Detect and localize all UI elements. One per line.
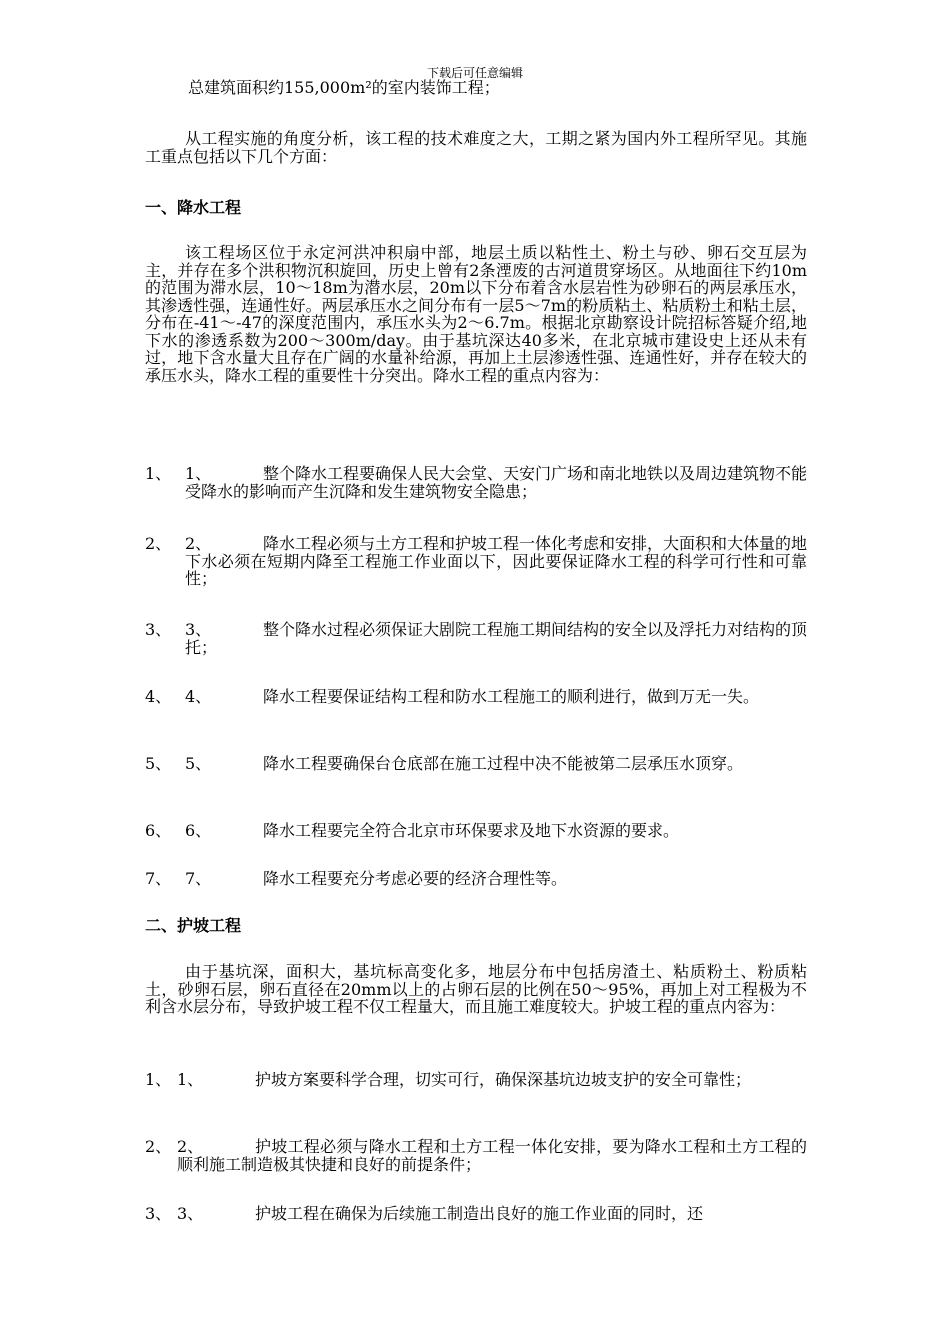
list-number: 6、 <box>185 821 212 840</box>
section-heading-dewatering: 一、降水工程 <box>145 198 242 217</box>
list-number: 3、 <box>145 620 172 639</box>
list-item <box>145 870 807 888</box>
list-item <box>145 1138 807 1173</box>
list-number: 2、 <box>177 1137 204 1156</box>
list-number: 4、 <box>185 687 212 706</box>
list-number: 1、 <box>145 1070 172 1089</box>
list-item <box>145 535 807 588</box>
intro-line: 总建筑面积约155,000m²的室内装饰工程； <box>188 78 500 97</box>
list-number: 5、 <box>185 754 212 773</box>
section-heading-slope-protection: 二、护坡工程 <box>145 916 242 935</box>
list-item-text: 整个降水工程要确保人民大会堂、天安门广场和南北地铁以及周边建筑物不能受降水的影响而产生沉降和发生建筑物安全隐患； <box>185 464 808 501</box>
list-number: 5、 <box>145 754 172 773</box>
list-item-text: 降水工程要保证结构工程和防水工程施工的顺利进行，做到万无一失。 <box>263 687 760 706</box>
list-number: 4、 <box>145 687 172 706</box>
page-header: 下载后可任意编辑 <box>426 66 523 80</box>
list-item <box>145 1205 807 1223</box>
list-number: 6、 <box>145 821 172 840</box>
list-number: 3、 <box>177 1204 204 1223</box>
list-number: 1、 <box>145 464 172 483</box>
list-item <box>145 688 807 706</box>
intro-paragraph: 从工程实施的角度分析，该工程的技术难度之大，工期之紧为国内外工程所罕见。其施工重点包括以下几个方面： <box>145 129 807 166</box>
list-item-text: 降水工程要充分考虑必要的经济合理性等。 <box>263 869 568 888</box>
list-number: 7、 <box>145 869 172 888</box>
list-item-text: 降水工程要确保台仓底部在施工过程中决不能被第二层承压水顶穿。 <box>263 754 744 773</box>
section-paragraph-dewatering: 该工程场区位于永定河洪冲积扇中部，地层土质以粘性土、粉土与砂、卵石交互层为主，并存在多个洪积物沉积旋回，历史上曾有2条湮废的古河道贯穿场区。从地面往下约10m的范围为滞水层，10～18m为潜水层，20m以下分布着含水层岩性为砂卵石的两层承压水，其渗透性强，连通性好。两层承压水之间分布有一层5～7m的粉质粘土、粘质粉土和粘土层，分布在-41～-47的深度范围内，承压水头为2～6.7m。根据北京勘察设计院招标答疑介绍,地下水的渗透系数为200～300m/day。由于基坑深达40多米，在北京城市建设史上还从未有过，地下含水量大且存在广阔的水量补给源，再加上土层渗透性强、连通性好，并存在较大的承压水头，降水工程的重要性十分突出。降水工程的重点内容为： <box>145 243 807 385</box>
list-item <box>145 1071 807 1089</box>
list-item-text: 护坡方案要科学合理，切实可行，确保深基坑边坡支护的安全可靠性； <box>255 1070 752 1089</box>
list-item <box>145 465 807 500</box>
list-item-text: 整个降水过程必须保证大剧院工程施工期间结构的安全以及浮托力对结构的顶托； <box>185 620 808 657</box>
list-item <box>145 755 807 773</box>
list-number: 2、 <box>145 1137 172 1156</box>
list-item-text: 降水工程必须与土方工程和护坡工程一体化考虑和安排，大面积和大体量的地下水必须在短期内降至工程施工作业面以下，因此要保证降水工程的科学可行性和可靠性； <box>185 534 808 588</box>
list-number: 1、 <box>177 1070 204 1089</box>
list-number: 3、 <box>185 620 212 639</box>
list-number: 2、 <box>185 534 212 553</box>
list-item <box>145 822 807 840</box>
list-number: 1、 <box>185 464 212 483</box>
list-item-text: 护坡工程在确保为后续施工制造出良好的施工作业面的同时，还 <box>255 1204 704 1223</box>
list-item-text: 护坡工程必须与降水工程和土方工程一体化安排，要为降水工程和土方工程的顺利施工制造极其快捷和良好的前提条件； <box>177 1137 807 1174</box>
list-number: 7、 <box>185 869 212 888</box>
list-number: 3、 <box>145 1204 172 1223</box>
list-number: 2、 <box>145 534 172 553</box>
section-paragraph-slope-protection: 由于基坑深，面积大，基坑标高变化多，地层分布中包括房渣土、粘质粉土、粉质粘土，砂卵石层，卵石直径在20mm以上的占卵石层的比例在50～95%，再加上对工程极为不利含水层分布，导致护坡工程不仅工程量大，而且施工难度较大。护坡工程的重点内容为： <box>145 962 807 1016</box>
list-item-text: 降水工程要完全符合北京市环保要求及地下水资源的要求。 <box>263 821 680 840</box>
list-item <box>145 621 807 656</box>
